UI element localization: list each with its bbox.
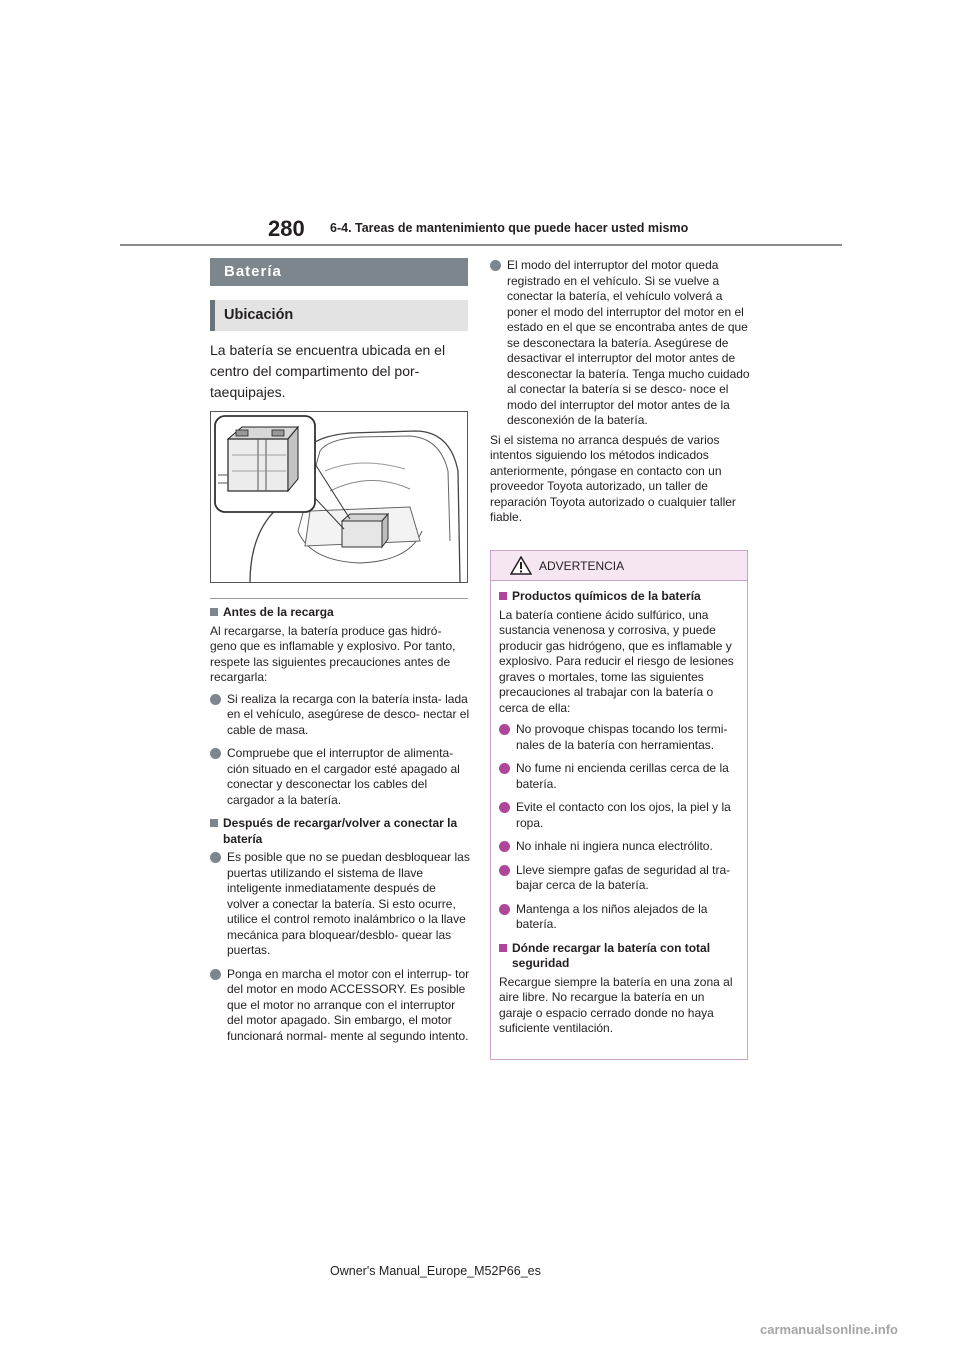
right-column <box>490 258 750 532</box>
paragraph: Si el sistema no arranca después de varios intentos siguiendo los métodos indicados anteriormente, póngase en contacto con un proveedor Toyota autorizado, un taller de reparación Toyota autorizado o cualquier taller fiable. <box>490 432 736 524</box>
bullet-item: Si realiza la recarga con la batería insta- lada en el vehículo, asegúrese de desco- nectar el cable de masa. <box>210 692 470 739</box>
footer-text: Owner's Manual_Europe_M52P66_es <box>330 1264 541 1278</box>
subsection-title: Ubicación <box>224 307 294 323</box>
heading-battery-chemicals: Productos químicos de la batería <box>499 589 739 605</box>
header-rule <box>120 244 842 246</box>
bullet-item: El modo del interruptor del motor queda registrado en el vehículo. Si se vuelve a conectar la batería, el vehículo volverá a poner el modo del interruptor del motor en el estado en el que se encontraba antes de que se desconectara la batería. Asegúrese de desactivar el interruptor del motor antes de desconectar la batería. Tenga mucho cuidado al conectar la batería si se desco- noce el modo del interruptor del motor antes de la desconexión de la batería. <box>490 258 750 429</box>
bullet-item: No fume ni encienda cerillas cerca de la batería. <box>499 761 739 792</box>
bullet-item: Ponga en marcha el motor con el interrup- tor del motor en modo ACCESSORY. Es posible que el motor no arranque con el interruptor del motor apagado. Sin embargo, el motor funcionará normal- mente al segundo intento. <box>210 967 470 1045</box>
bullet-item: Compruebe que el interruptor de alimenta- ción situado en el cargador esté apagado al conectar y desconectar los cables del cargador a la batería. <box>210 746 470 808</box>
warning-header <box>491 551 747 581</box>
bullet-item: No provoque chispas tocando los termi- nales de la batería con herramientas. <box>499 722 739 753</box>
battery-location-illustration <box>210 411 468 583</box>
bullet-item: Es posible que no se puedan desbloquear las puertas utilizando el sistema de llave inteligente inmediatamente después de volver a conectar la batería. Si esto ocurre, utilice el control remoto inalámbrico o la llave mecánica para bloquear/desblo- quear las puertas. <box>210 850 470 959</box>
bullet-item: No inhale ni ingiera nunca electrólito. <box>499 839 739 855</box>
intro-paragraph: La batería se encuentra ubicada en el centro del compartimento del por- taequipajes. <box>210 342 446 400</box>
left-column <box>210 605 470 1052</box>
warning-box <box>490 550 748 1060</box>
paragraph: Recargue siempre la batería en una zona al aire libre. No recargue la batería en un garaje o espacio cerrado donde no haya suficiente ventilación. <box>499 974 733 1035</box>
paragraph: La batería contiene ácido sulfúrico, una sustancia venenosa y corrosiva, y puede producir gas hidrógeno, que es inflamable y explosivo. Para reducir el riesgo de lesiones graves o mortales, tome las siguientes precauciones al trabajar con la batería o cerca de ella: <box>499 607 734 715</box>
figure-divider <box>210 598 468 599</box>
bullet-item: Evite el contacto con los ojos, la piel y la ropa. <box>499 800 739 831</box>
bullet-item: Mantenga a los niños alejados de la batería. <box>499 902 739 933</box>
paragraph: Al recargarse, la batería produce gas hidró- geno que es inflamable y explosivo. Por tanto, respete las siguientes precauciones antes de recargarla: <box>210 623 456 684</box>
warning-triangle-icon <box>510 556 532 575</box>
subsection-heading-bar <box>210 300 468 331</box>
running-title: 6-4. Tareas de mantenimiento que puede hacer usted mismo <box>330 221 689 235</box>
heading-before-recharge: Antes de la recarga <box>210 605 470 621</box>
heading-after-recharge: Después de recargar/volver a conectar la batería <box>210 816 470 847</box>
bullet-item: Lleve siempre gafas de seguridad al tra- bajar cerca de la batería. <box>499 863 739 894</box>
heading-safe-recharge: Dónde recargar la batería con total seguridad <box>499 941 739 972</box>
warning-title: ADVERTENCIA <box>539 559 625 573</box>
page-number: 280 <box>268 216 305 241</box>
watermark: carmanualsonline.info <box>760 1322 898 1337</box>
subsection-marker <box>210 300 215 331</box>
section-title: Batería <box>224 263 282 280</box>
warning-body <box>491 581 747 1037</box>
section-heading-bar <box>210 258 468 286</box>
